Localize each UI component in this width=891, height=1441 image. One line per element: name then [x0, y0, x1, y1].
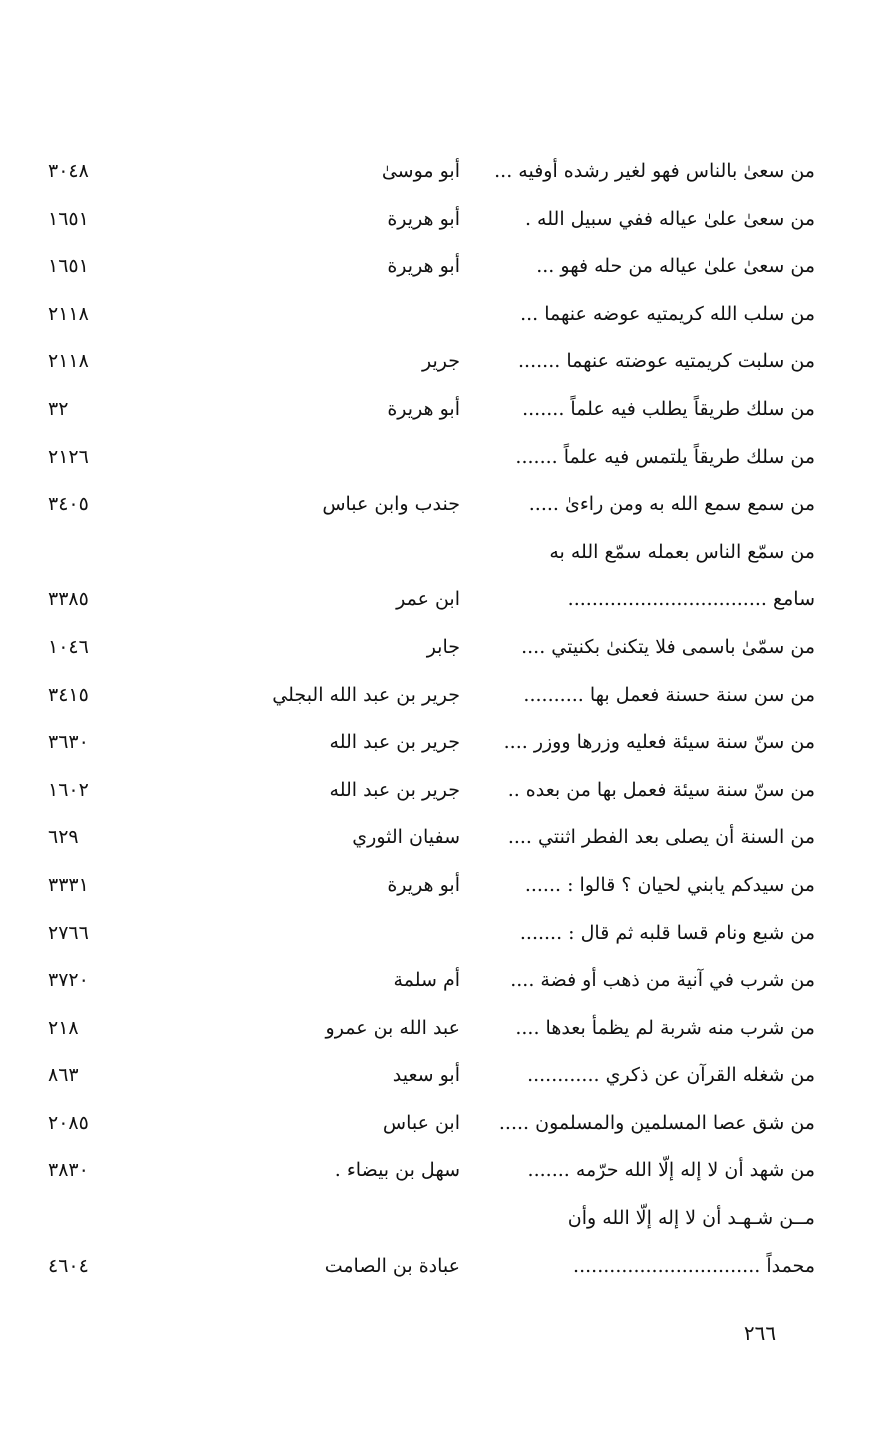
- entry-phrase: من سمع سمع الله به ومن راءىٰ .....: [528, 493, 815, 516]
- entry-phrase: من سنّ سنة سيئة فعمل بها من بعده ..: [507, 778, 815, 801]
- entry-phrase: مــن شـهـد أن لا إله إلّا الله وأن: [567, 1207, 815, 1230]
- entry-narrator: جرير: [422, 350, 460, 373]
- entry-number: ٢١١٨: [48, 350, 89, 373]
- index-list: [40, 148, 815, 1290]
- entry-narrator: جابر: [426, 635, 460, 658]
- entry-narrator: جرير بن عبد الله البجلي: [272, 683, 460, 706]
- entry-phrase: من سلك طريقاً يلتمس فيه علماً .......: [515, 445, 815, 468]
- entry-number: ٢١٨: [48, 1016, 79, 1039]
- index-entry: [40, 576, 815, 624]
- entry-narrator: ابن عباس: [382, 1111, 460, 1134]
- index-entry: [40, 386, 815, 434]
- index-entry: [40, 957, 815, 1005]
- entry-phrase: من سمّىٰ باسمى فلا يتكنىٰ بكنيتي ....: [521, 635, 815, 658]
- entry-number: ٣٤١٥: [48, 683, 89, 706]
- entry-phrase: من السنة أن يصلى بعد الفطر اثنتي ....: [507, 826, 815, 849]
- entry-number: ٣٠٤٨: [48, 160, 89, 182]
- entry-number: ١٦٥١: [48, 207, 89, 230]
- entry-number: ٣٤٠٥: [48, 493, 89, 516]
- entry-number: ٣٦٣٠: [48, 731, 89, 754]
- entry-phrase: من شهد أن لا إله إلّا الله حرّمه .......: [527, 1159, 815, 1182]
- entry-narrator: سهل بن بيضاء .: [334, 1159, 460, 1182]
- entry-phrase: من سنّ سنة سيئة فعليه وزرها ووزر ....: [503, 731, 815, 754]
- entry-phrase: من سلك طريقاً يطلب فيه علماً .......: [522, 397, 815, 420]
- entry-phrase: من سمّع الناس بعمله سمّع الله به: [549, 540, 815, 563]
- entry-phrase: من سيدكم يابني لحيان ؟ قالوا : ......: [524, 873, 815, 896]
- index-entry: [40, 814, 815, 862]
- index-entry: [40, 148, 815, 196]
- index-entry: [40, 1005, 815, 1053]
- entry-phrase: محمداً ...............................: [573, 1254, 815, 1277]
- entry-narrator: أم سلمة: [393, 969, 460, 992]
- entry-narrator: أبو هريرة: [387, 397, 460, 420]
- index-entry: [40, 1243, 815, 1291]
- entry-number: ١٦٠٢: [48, 778, 89, 801]
- index-entry: [40, 1147, 815, 1195]
- index-entry: [40, 243, 815, 291]
- index-entry: [40, 481, 815, 529]
- index-entry: [40, 624, 815, 672]
- index-entry: [40, 1100, 815, 1148]
- entry-number: ٢١١٨: [48, 302, 89, 325]
- entry-number: ٢٠٨٥: [48, 1111, 89, 1134]
- entry-phrase: من شغله القرآن عن ذكري ............: [527, 1064, 815, 1087]
- index-entry: [40, 1195, 815, 1243]
- index-entry: [40, 910, 815, 958]
- entry-narrator: عبادة بن الصامت: [324, 1254, 460, 1277]
- entry-narrator: أبو هريرة: [387, 873, 460, 896]
- entry-phrase: من سعىٰ بالناس فهو لغير رشده أوفيه ...: [494, 160, 815, 182]
- entry-narrator: ابن عمر: [396, 588, 460, 611]
- entry-narrator: أبو هريرة: [387, 207, 460, 230]
- index-entry: [40, 529, 815, 577]
- entry-number: ٢٧٦٦: [48, 921, 89, 944]
- entry-number: ١٠٤٦: [48, 635, 89, 658]
- entry-narrator: عبد الله بن عمرو: [325, 1016, 460, 1039]
- entry-narrator: جرير بن عبد الله: [329, 731, 460, 754]
- entry-number: ٣٨٣٠: [48, 1159, 89, 1182]
- entry-phrase: سامع .................................: [567, 588, 815, 611]
- entry-phrase: من سلب الله كريمتيه عوضه عنهما ...: [520, 302, 815, 325]
- entry-narrator: أبو سعيد: [392, 1064, 460, 1087]
- index-entry: [40, 196, 815, 244]
- page-number: ٢٦٦: [743, 1321, 777, 1345]
- entry-number: ١٦٥١: [48, 255, 89, 278]
- entry-number: ٣٣٣١: [48, 873, 89, 896]
- index-entry: [40, 434, 815, 482]
- entry-phrase: من شرب منه شربة لم يظمأ بعدها ....: [515, 1016, 815, 1039]
- index-entry: [40, 862, 815, 910]
- entry-narrator: سفيان الثوري: [352, 826, 460, 849]
- entry-phrase: من سعىٰ علىٰ عياله ففي سبيل الله .: [524, 207, 815, 230]
- index-entry: [40, 291, 815, 339]
- entry-phrase: من شرب في آنية من ذهب أو فضة ....: [510, 969, 815, 992]
- index-entry: [40, 1052, 815, 1100]
- entry-phrase: من شبع ونام قسا قلبه ثم قال : .......: [519, 921, 815, 944]
- index-entry: [40, 767, 815, 815]
- entry-number: ٣٣٨٥: [48, 588, 89, 611]
- entry-phrase: من سلبت كريمتيه عوضته عنهما .......: [518, 350, 815, 373]
- index-entry: [40, 672, 815, 720]
- entry-number: ٨٦٣: [48, 1064, 79, 1087]
- entry-narrator: جرير بن عبد الله: [329, 778, 460, 801]
- entry-number: ٤٦٠٤: [48, 1254, 89, 1277]
- entry-narrator: أبو هريرة: [387, 255, 460, 278]
- entry-narrator: أبو موسىٰ: [381, 160, 460, 182]
- entry-narrator: جندب وابن عباس: [322, 493, 460, 516]
- entry-phrase: من شق عصا المسلمين والمسلمون .....: [498, 1111, 815, 1134]
- entry-number: ٦٢٩: [48, 826, 79, 849]
- entry-number: ٢١٢٦: [48, 445, 89, 468]
- entry-number: ٣٢: [48, 397, 69, 420]
- index-entry: [40, 719, 815, 767]
- entry-phrase: من سن سنة حسنة فعمل بها ..........: [523, 683, 815, 706]
- index-entry: [40, 338, 815, 386]
- entry-number: ٣٧٢٠: [48, 969, 89, 992]
- entry-phrase: من سعىٰ علىٰ عياله من حله فهو ...: [536, 255, 815, 278]
